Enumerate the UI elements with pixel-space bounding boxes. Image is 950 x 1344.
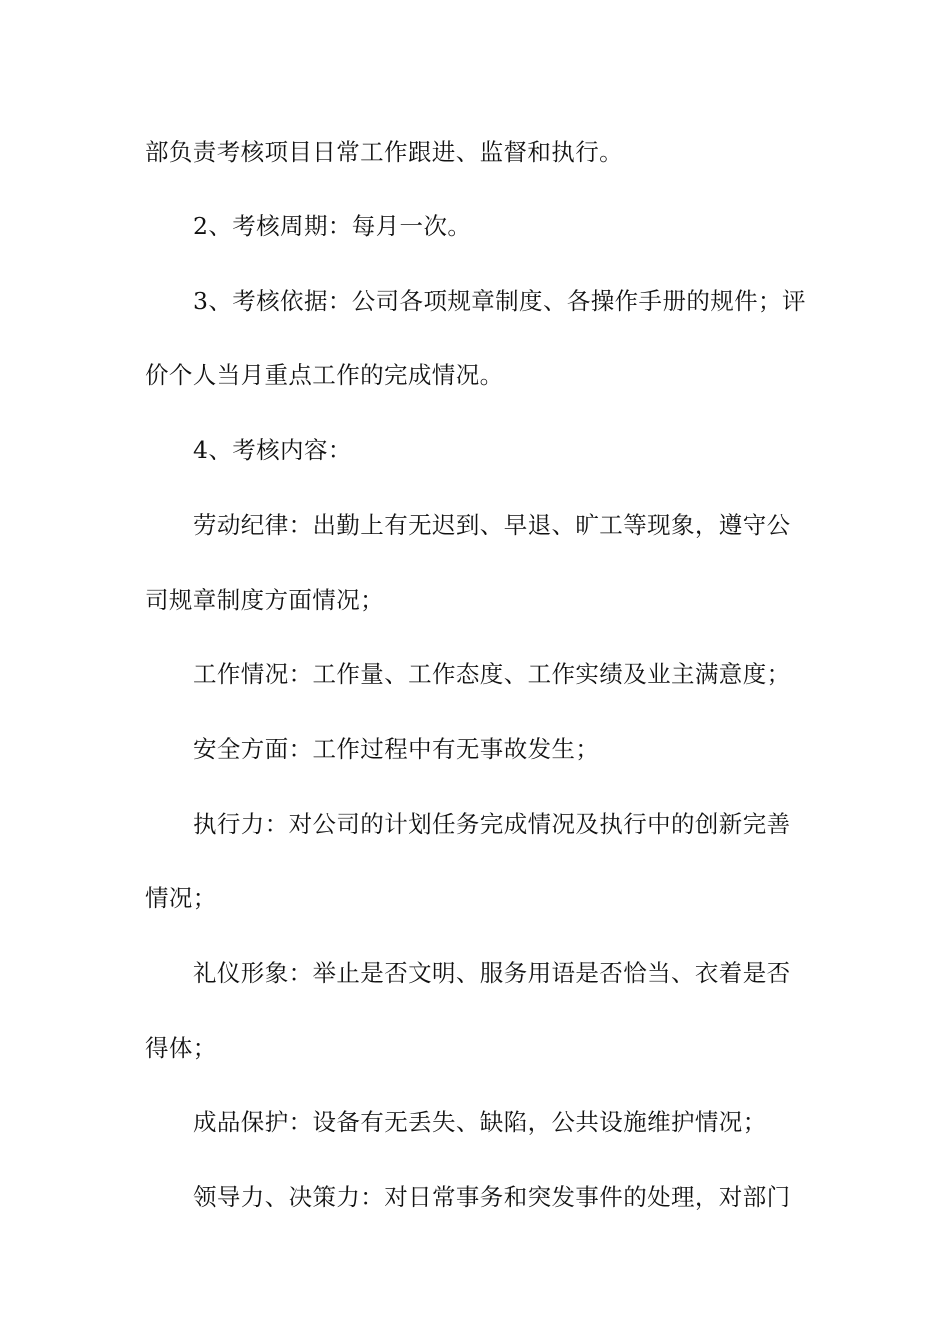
text-line-13: 得体； xyxy=(145,1034,217,1062)
text-line-9: 安全方面：工作过程中有无事故发生； xyxy=(193,735,600,763)
text-line-1: 部负责考核项目日常工作跟进、监督和执行。 xyxy=(145,138,623,166)
text-line-12: 礼仪形象：举止是否文明、服务用语是否恰当、衣着是否 xyxy=(193,959,791,987)
text-line-10: 执行力：对公司的计划任务完成情况及执行中的创新完善 xyxy=(193,810,791,838)
text-line-4: 价个人当月重点工作的完成情况。 xyxy=(145,361,504,389)
text-line-3: 3、考核依据：公司各项规章制度、各操作手册的规件；评 xyxy=(193,287,806,315)
text-line-7: 司规章制度方面情况； xyxy=(145,586,384,614)
text-line-11: 情况； xyxy=(145,884,217,912)
text-line-2: 2、考核周期：每月一次。 xyxy=(193,212,472,240)
text-line-14: 成品保护：设备有无丢失、缺陷，公共设施维护情况； xyxy=(193,1108,767,1136)
text-line-6: 劳动纪律：出勤上有无迟到、早退、旷工等现象，遵守公 xyxy=(193,511,791,539)
text-line-15: 领导力、决策力：对日常事务和突发事件的处理，对部门 xyxy=(193,1183,791,1211)
text-line-8: 工作情况：工作量、工作态度、工作实绩及业主满意度； xyxy=(193,660,791,688)
text-line-5: 4、考核内容： xyxy=(193,436,352,464)
